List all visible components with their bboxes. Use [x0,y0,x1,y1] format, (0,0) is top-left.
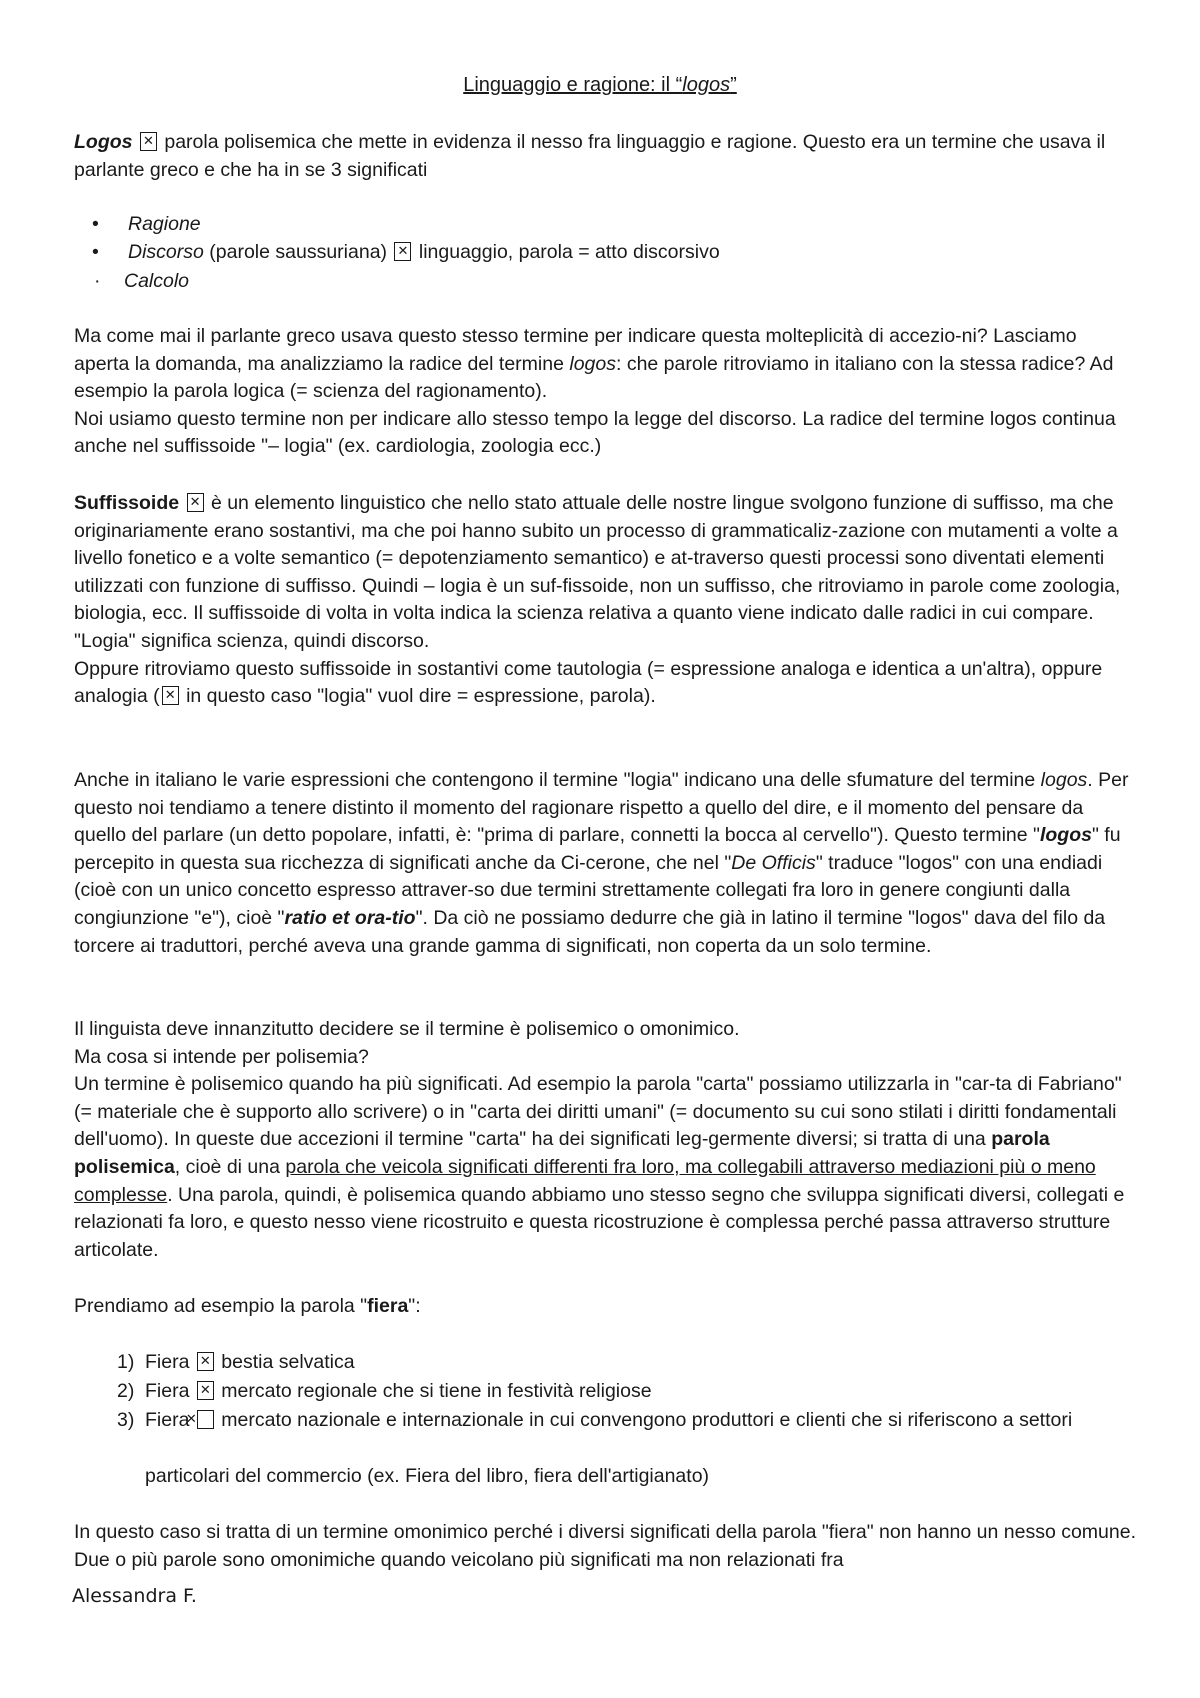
fiera-item: 2) Fiera ✕ mercato regionale che si tiene in festività religiose [117,1378,1127,1406]
paragraph-2: Suffissoide ✕ è un elemento linguistico che nello stato attuale delle nostre lingue svolgono funzione di suffisso, ma che originariamente erano sostantivi, ma che poi hanno subito un processo di grammaticaliz-zazione con mutamenti a volte a livello fonetico e a volte semantico (= depotenziamento semantico) e at-traverso questi processi sono diventati elementi utilizzati con funzione di suffisso. Quindi – logia è un suf-fissoide, non un suffisso, che ritroviamo in parole come zoologia, biologia, ecc. Il suffissoide di volta in volta indica la scienza relativa a quanto viene indicato dalle radici in cui compare. "Logia" significa scienza, quindi discorso. Oppure ritroviamo questo suffissoide in sostantivi come tautologia (= espressione analoga e identica a un'altra), oppure analogia (✕ in questo caso "logia" vuol dire = espressione, parola). [74,490,1136,711]
meaning-item: • Discorso (parole saussuriana) ✕ linguaggio, parola = atto discorsivo [92,239,720,267]
arrow-icon [187,493,204,512]
logos-term: Logos [74,131,133,153]
intro-paragraph: Logos ✕ parola polisemica che mette in evidenza il nesso fra linguaggio e ragione. Questo era un termine che usava il parlante greco e che ha in se 3 significati [74,129,1136,184]
page-title: Linguaggio e ragione: il “logos” [463,74,737,96]
fiera-item-continuation: particolari del commercio (ex. Fiera del libro, fiera dell'artigianato) [145,1465,710,1487]
arrow-icon [197,1410,214,1429]
arrow-icon [394,242,411,261]
title-emphasis: logos [682,74,731,96]
arrow-icon [197,1381,214,1400]
suffissoide-term: Suffissoide [74,492,180,514]
arrow-icon [197,1352,214,1371]
signature: Alessandra F. [72,1585,197,1607]
meaning-item: · Calcolo [94,270,190,292]
fiera-item: 3) Fiera ✕ mercato nazionale e internazionale in cui convengono produttori e clienti che si riferiscono a settori [117,1407,1155,1435]
meaning-item: • Ragione [92,213,201,235]
paragraph-1: Ma come mai il parlante greco usava questo stesso termine per indicare questa molteplicità di accezio-ni? Lasciamo aperta la domanda, ma analizziamo la radice del termine logos: che parole ritroviamo in italiano con la stessa radice? Ad esempio la parola logica (= scienza del ragionamento). Noi usiamo questo termine non per indicare allo stesso tempo la legge del discorso. La radice del termine logos continua anche nel suffissoide "– logia" (ex. cardiologia, zoologia ecc.) [74,325,1116,458]
example-intro: Prendiamo ad esempio la parola "fiera": [74,1295,421,1317]
paragraph-4: Il linguista deve innanzitutto decidere se il termine è polisemico o omonimico. Ma cosa si intende per polisemia? Un termine è polisemico quando ha più significati. Ad esempio la parola "carta" possiamo utilizzarla in "car-ta di Fabriano" (= materiale che è supporto allo scrivere) o in "carta dei diritti umani" (= documento su cui sono stilati i diritti fondamentali dell'uomo). In queste due accezioni il termine "carta" ha dei significati leg-germente diversi; si tratta di una parola polisemica, cioè di una parola che veicola significati differenti fra loro, ma collegabili attraverso mediazioni più o meno complesse. Una parola, quindi, è polisemica quando abbiamo uno stesso segno che sviluppa significati diversi, collegati e relazionati fa loro, e questo nesso viene ricostruito e questa ricostruzione è complessa perché passa attraverso strutture articolate. [74,1018,1125,1261]
paragraph-5: In questo caso si tratta di un termine omonimico perché i diversi significati della parola "fiera" non hanno un nesso comune. Due o più parole sono omonimiche quando veicolano più significati ma non relazionati fra [74,1521,1137,1571]
arrow-icon [140,132,157,151]
arrow-icon [162,686,179,705]
paragraph-3: Anche in italiano le varie espressioni che contengono il termine "logia" indicano una delle sfumature del termine logos. Per questo noi tendiamo a tenere distinto il momento del ragionare rispetto a quello del dire, e il momento del pensare da quello del parlare (un detto popolare, infatti, è: "prima di parlare, connetti la bocca al cervello"). Questo termine "logos" fu percepito in questa sua ricchezza di significati anche da Ci-cerone, che nel "De Officis" traduce "logos" con una endiadi (cioè con un unico concetto espresso attraver-so due termini strettamente collegati fra loro in genere congiunti dalla congiunzione "e"), cioè "ratio et ora-tio". Da ciò ne possiamo dedurre che già in latino il termine "logos" dava del filo da torcere ai traduttori, perché aveva una grande gamma di significati, non coperta da un solo termine. [74,769,1129,957]
fiera-item: 1) Fiera ✕ bestia selvatica [117,1349,1127,1377]
